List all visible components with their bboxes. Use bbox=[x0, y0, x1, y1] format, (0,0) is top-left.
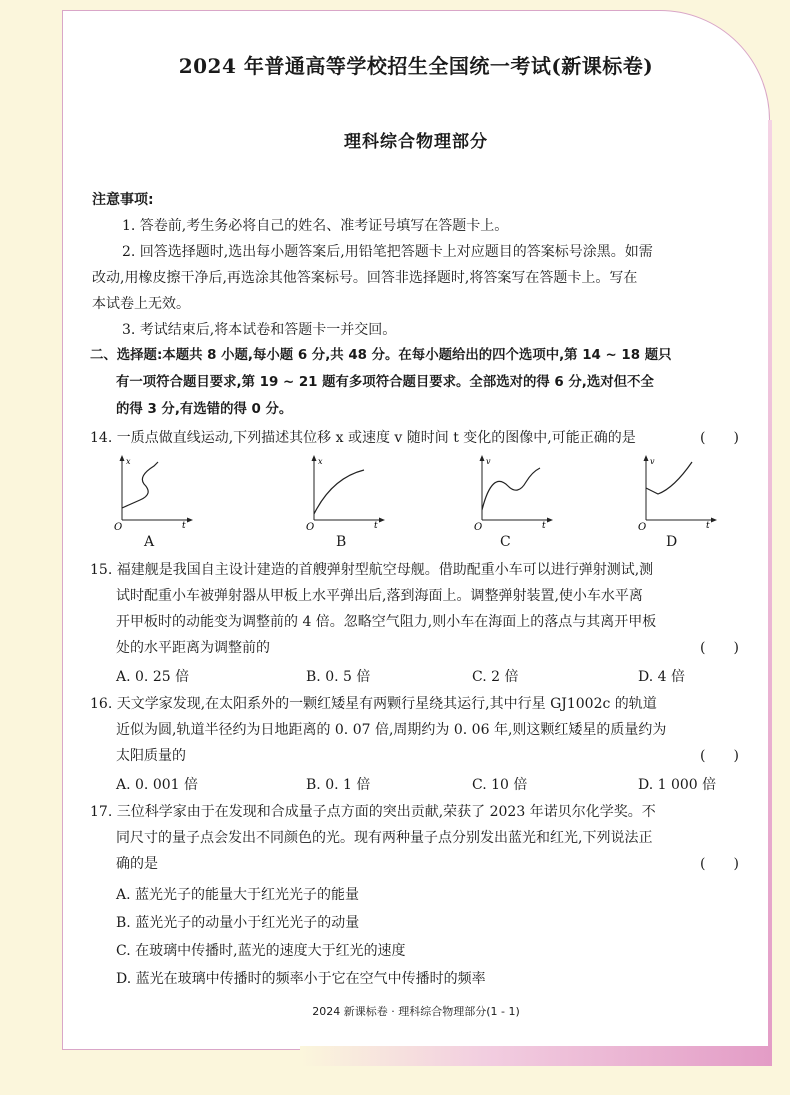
q15-option-d: D. 4 倍 bbox=[638, 669, 685, 685]
q14-graph-a bbox=[110, 452, 200, 532]
q14-graph-d bbox=[634, 452, 724, 532]
q16-line-1: 16. 天文学家发现,在太阳系外的一颗红矮星有两颗行星绕其运行,其中行星 GJ1002c 的轨道 bbox=[90, 696, 657, 712]
notice-item-2-line-3: 本试卷上无效。 bbox=[92, 296, 190, 312]
section-2-line-3: 的得 3 分,有选错的得 0 分。 bbox=[116, 402, 293, 417]
q16-answer-paren: ( ) bbox=[700, 748, 739, 764]
graph-b-origin: O bbox=[306, 522, 315, 532]
q17-option-a: A. 蓝光光子的能量大于红光光子的能量 bbox=[116, 887, 360, 903]
q17-line-1: 17. 三位科学家由于在发现和合成量子点方面的突出贡献,荣获了 2023 年诺贝尔化学奖。不 bbox=[90, 804, 656, 820]
notice-heading: 注意事项: bbox=[92, 192, 154, 208]
graph-d-x-axis: t bbox=[706, 521, 710, 531]
q16-option-b: B. 0. 1 倍 bbox=[306, 777, 371, 793]
graph-c-origin: O bbox=[474, 522, 483, 532]
section-2-line-2: 有一项符合题目要求,第 19 ~ 21 题有多项符合题目要求。全部选对的得 6 分,选对但不全 bbox=[116, 375, 654, 390]
q17-answer-paren: ( ) bbox=[700, 856, 739, 872]
q17-line-2: 同尺寸的量子点会发出不同颜色的光。现有两种量子点分别发出蓝光和红光,下列说法正 bbox=[116, 830, 653, 846]
q17-option-d: D. 蓝光在玻璃中传播时的频率小于它在空气中传播时的频率 bbox=[116, 971, 486, 987]
q15-answer-paren: ( ) bbox=[700, 640, 739, 656]
q15-option-a: A. 0. 25 倍 bbox=[116, 669, 190, 685]
decorative-bottom-band bbox=[300, 1046, 772, 1066]
q15-line-1: 15. 福建舰是我国自主设计建造的首艘弹射型航空母舰。借助配重小车可以进行弹射测试,测 bbox=[90, 562, 654, 578]
notice-item-2-line-1: 2. 回答选择题时,选出每小题答案后,用铅笔把答题卡上对应题目的答案标号涂黑。如需 bbox=[122, 244, 653, 260]
q17-line-3: 确的是 bbox=[116, 856, 158, 872]
q15-option-c: C. 2 倍 bbox=[472, 669, 519, 685]
q17-option-b: B. 蓝光光子的动量小于红光光子的动量 bbox=[116, 915, 360, 931]
exam-title: 2024 年普通高等学校招生全国统一考试(新课标卷) bbox=[178, 54, 654, 78]
q16-option-d: D. 1 000 倍 bbox=[638, 777, 717, 793]
q15-line-4: 处的水平距离为调整前的 bbox=[116, 640, 270, 656]
notice-item-3: 3. 考试结束后,将本试卷和答题卡一并交回。 bbox=[122, 322, 397, 338]
q14-graph-label-b: B bbox=[336, 534, 347, 550]
q14-text: 14. 一质点做直线运动,下列描述其位移 x 或速度 v 随时间 t 变化的图像中,可能正确的是 bbox=[90, 430, 636, 446]
graph-d-origin: O bbox=[638, 522, 647, 532]
q15-option-b: B. 0. 5 倍 bbox=[306, 669, 371, 685]
q15-line-2: 试时配重小车被弹射器从甲板上水平弹出后,落到海面上。调整弹射装置,使小车水平离 bbox=[116, 588, 643, 604]
section-2-line-1: 二、选择题:本题共 8 小题,每小题 6 分,共 48 分。在每小题给出的四个选项中,第 14 ~ 18 题只 bbox=[90, 348, 672, 363]
graph-c-y-axis: v bbox=[486, 457, 491, 466]
decorative-right-band bbox=[768, 120, 772, 1065]
notice-item-2-line-2: 改动,用橡皮擦干净后,再选涂其他答案标号。回答非选择题时,将答案写在答题卡上。写在 bbox=[92, 270, 638, 286]
q14-graph-b bbox=[302, 452, 392, 532]
graph-c-x-axis: t bbox=[542, 521, 546, 531]
notice-item-1: 1. 答卷前,考生务必将自己的姓名、准考证号填写在答题卡上。 bbox=[122, 218, 509, 234]
q16-line-2: 近似为圆,轨道半径约为日地距离的 0. 07 倍,周期约为 0. 06 年,则这颗红矮星的质量约为 bbox=[116, 722, 667, 738]
q15-line-3: 开甲板时的动能变为调整前的 4 倍。忽略空气阻力,则小车在海面上的落点与其离开甲板 bbox=[116, 614, 657, 630]
q14-graph-label-a: A bbox=[144, 534, 155, 550]
graph-a-origin: O bbox=[114, 522, 123, 532]
exam-subtitle: 理科综合物理部分 bbox=[344, 132, 488, 152]
q16-line-3: 太阳质量的 bbox=[116, 748, 186, 764]
q16-option-a: A. 0. 001 倍 bbox=[116, 777, 198, 793]
graph-d-y-axis: v bbox=[650, 457, 655, 466]
graph-a-y-axis: x bbox=[126, 457, 131, 466]
graph-b-x-axis: t bbox=[374, 521, 378, 531]
graph-b-y-axis: x bbox=[318, 457, 323, 466]
q14-graph-c bbox=[470, 452, 560, 532]
q14-graph-label-d: D bbox=[666, 534, 678, 550]
q14-answer-paren: ( ) bbox=[700, 430, 739, 446]
q16-option-c: C. 10 倍 bbox=[472, 777, 528, 793]
q14-graph-label-c: C bbox=[500, 534, 511, 550]
page-footer: 2024 新课标卷 · 理科综合物理部分(1 - 1) bbox=[312, 1005, 520, 1018]
graph-a-x-axis: t bbox=[182, 521, 186, 531]
q17-option-c: C. 在玻璃中传播时,蓝光的速度大于红光的速度 bbox=[116, 943, 406, 959]
